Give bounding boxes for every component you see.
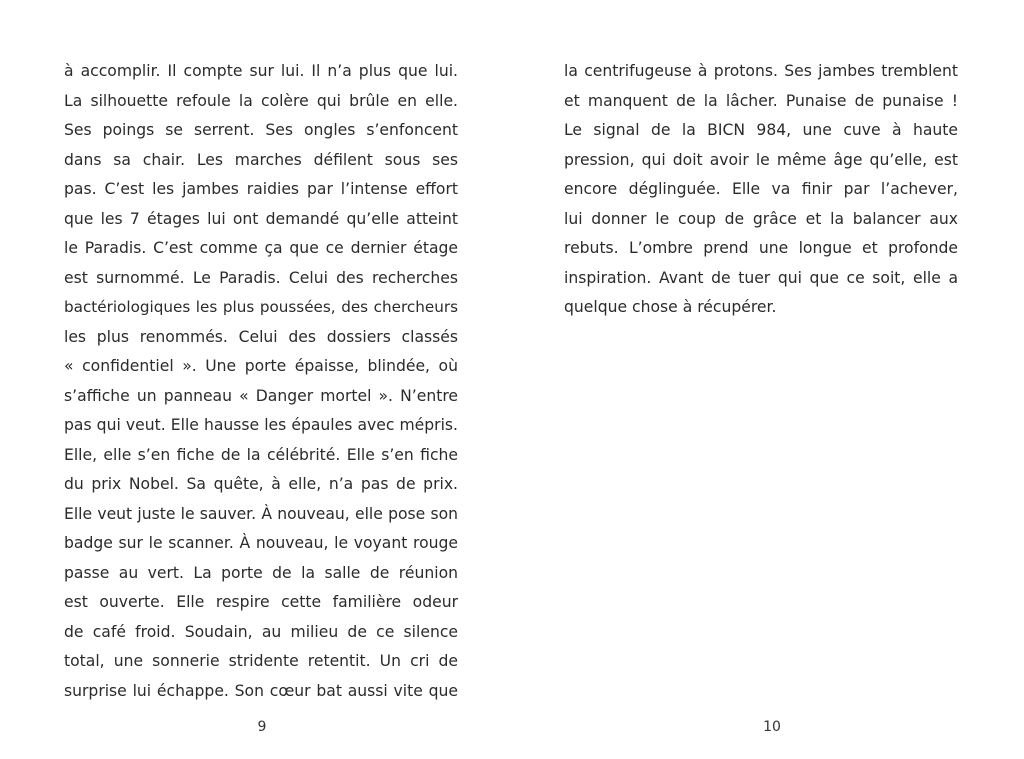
text-line: passe au vert. La porte de la salle de réunion <box>64 563 458 582</box>
text-line: Ses poings se serrent. Ses ongles s’enfoncent <box>64 121 458 139</box>
text-line: à accomplir. Il compte sur lui. Il n’a plus que lui. <box>64 62 458 80</box>
text-line: inspiration. Avant de tuer qui que ce soit, elle a <box>564 268 958 287</box>
text-line: total, une sonnerie stridente retentit. Un cri de <box>64 652 458 670</box>
text-line: que les 7 étages lui ont demandé qu’elle atteint <box>64 209 458 228</box>
text-line: badge sur le scanner. À nouveau, le voyant rouge <box>64 534 458 552</box>
page-number: 9 <box>257 719 267 735</box>
text-line: est ouverte. Elle respire cette familière odeur <box>64 593 458 611</box>
text-line: les plus renommés. Celui des dossiers classés <box>64 327 458 346</box>
text-line: s’affiche un panneau « Danger mortel ». N’entre <box>64 386 458 405</box>
text-line: pas qui veut. Elle hausse les épaules avec mépris. <box>64 416 458 434</box>
text-line: et manquent de la lâcher. Punaise de punaise ! <box>564 91 958 110</box>
text-line: Elle, elle s’en fiche de la célébrité. Elle s’en fiche <box>64 445 458 464</box>
text-line: Elle veut juste le sauver. À nouveau, elle pose son <box>64 504 458 523</box>
text-line: pas. C’est les jambes raidies par l’intense effort <box>64 180 458 198</box>
text-line: dans sa chair. Les marches défilent sous ses <box>64 150 458 169</box>
text-line: bactériologiques les plus poussées, des chercheurs <box>64 298 458 316</box>
text-line: est surnommé. Le Paradis. Celui des recherches <box>64 268 458 287</box>
text-line: La silhouette refoule la colère qui brûle en elle. <box>64 91 458 110</box>
right-page <box>512 0 1024 759</box>
text-line: de café froid. Soudain, au milieu de ce silence <box>64 622 458 641</box>
text-line: quelque chose à récupérer. <box>564 298 777 316</box>
text-line: lui donner le coup de grâce et la balancer aux <box>564 209 958 228</box>
text-line: Le signal de la BICN 984, une cuve à haute <box>564 121 958 139</box>
text-line: encore déglinguée. Elle va finir par l’achever, <box>564 180 958 198</box>
page-number: 10 <box>763 719 781 735</box>
text-line: le Paradis. C’est comme ça que ce dernier étage <box>64 239 458 257</box>
text-line: « confidentiel ». Une porte épaisse, blindée, où <box>64 357 458 375</box>
left-page-text <box>64 57 458 706</box>
text-line: la centrifugeuse à protons. Ses jambes tremblent <box>564 62 958 80</box>
right-page-text <box>564 57 958 323</box>
text-line: du prix Nobel. Sa quête, à elle, n’a pas de prix. <box>64 475 458 493</box>
text-line: pression, qui doit avoir le même âge qu’elle, est <box>564 150 958 169</box>
text-line: rebuts. L’ombre prend une longue et profonde <box>564 239 958 257</box>
text-line: surprise lui échappe. Son cœur bat aussi vite que <box>64 681 458 700</box>
